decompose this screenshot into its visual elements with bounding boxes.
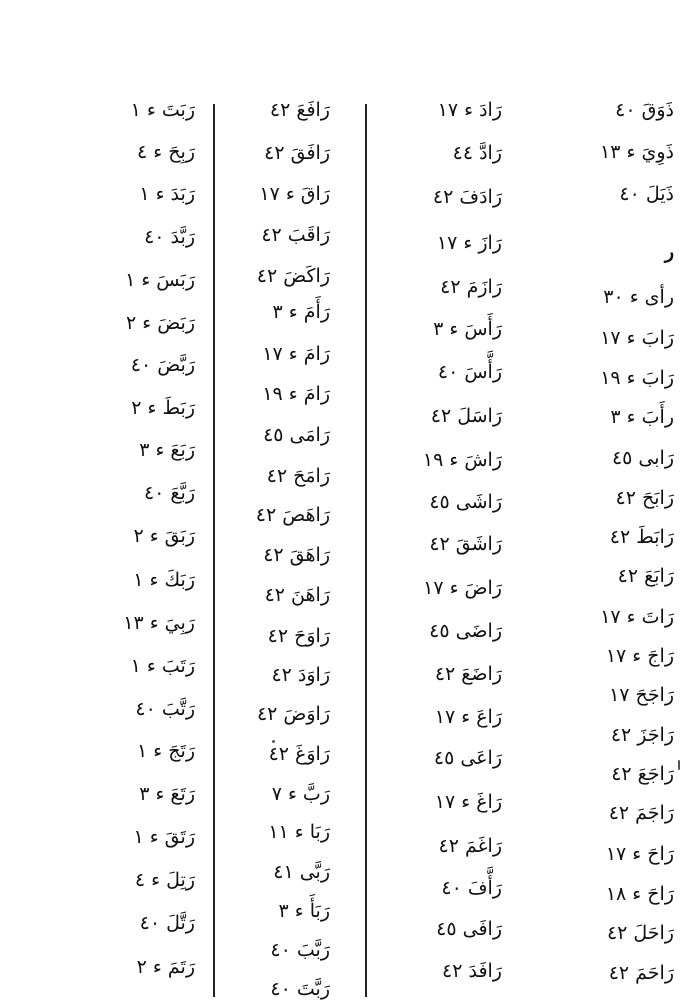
- index-entry: رَامَحَ ٤٢: [266, 465, 330, 487]
- index-entry: رَاحَ ء ١٨: [605, 883, 674, 905]
- index-entry: رَاجَمَ ٤٢: [608, 802, 674, 824]
- index-entry: رَاجَعَ ٤٢: [611, 763, 674, 785]
- index-entry: رَأَّفَ ٤٠: [441, 877, 502, 899]
- index-entry: رَأَّسَ ٤٠: [437, 361, 502, 383]
- index-entry: رَتَقَ ء ١: [133, 826, 195, 848]
- index-entry: رَأَمَ ء ٣: [272, 301, 330, 323]
- index-entry: رَبَّ ء ٧: [271, 783, 330, 805]
- index-entry: رَادَّ ٤٤: [452, 142, 502, 164]
- index-entry: رَبَّبَ ٤٠: [270, 939, 330, 961]
- index-entry: ذَوَقَ ٤٠: [615, 99, 674, 121]
- section-letter-heading: ر: [664, 241, 674, 263]
- column-divider-left: [213, 104, 215, 997]
- index-entry: رَأَسَ ء ٣: [433, 318, 502, 340]
- index-entry: رَبَطَ ء ٢: [131, 397, 195, 419]
- index-entry: رَبَّى ٤١: [273, 861, 330, 883]
- index-entry: رَاجَحَ ١٧: [609, 684, 674, 706]
- index-entry: رَاعَى ٤٥: [433, 747, 502, 769]
- index-entry: رَاحَمَ ٤٢: [608, 962, 674, 984]
- index-entry: رَاضَعَ ٤٢: [434, 663, 502, 685]
- index-entry: رَبَقَ ء ٢: [133, 525, 195, 547]
- index-entry: رَابَطَ ٤٢: [609, 526, 674, 548]
- index-entry: رَبَسَ ء ١: [125, 269, 195, 291]
- scan-speck: [272, 740, 275, 743]
- index-entry: رَادَ ء ١٧: [437, 99, 502, 121]
- index-entry: رَابَعَ ٤٢: [617, 565, 674, 587]
- index-entry: رَبَضَ ء ٢: [126, 312, 195, 334]
- index-entry: رَتَجَ ء ١: [137, 740, 195, 762]
- index-entry: رَبَا ء ١١: [268, 821, 330, 843]
- index-entry: رَبَدَ ء ١: [139, 183, 195, 205]
- index-entry: رَاشَقَ ٤٢: [429, 533, 502, 555]
- index-entry: رَبِيَ ء ١٣: [123, 612, 195, 634]
- index-entry: رَاعَ ء ١٧: [434, 706, 502, 728]
- index-entry: رَاوَدَ ٤٢: [271, 664, 330, 686]
- index-entry: رَاشَى ٤٥: [429, 491, 502, 513]
- index-entry: رَاتَ ء ١٧: [600, 606, 674, 628]
- index-entry: رَافَقَ ٤٢: [264, 142, 330, 164]
- index-entry: رَاضَ ء ١٧: [423, 577, 502, 599]
- index-entry: رَاوَضَ ٤٢: [256, 703, 330, 725]
- index-entry: رَبَعَ ء ٣: [139, 439, 195, 461]
- index-entry: رَاحَ ء ١٧: [605, 843, 674, 865]
- index-entry: رَاوَحَ ٤٢: [267, 625, 330, 647]
- index-entry: ذَوِيَ ء ١٣: [600, 141, 674, 163]
- index-entry: رأَبَ ء ٣: [610, 406, 674, 428]
- index-entry: رَازَمَ ٤٢: [440, 276, 502, 298]
- index-entry: ذَيَلَ ٤٠: [619, 183, 674, 205]
- index-entry: رَاهَقَ ٤٢: [263, 544, 330, 566]
- index-entry: رَازَ ء ١٧: [436, 232, 502, 254]
- index-entry: رَابَ ء ١٧: [600, 327, 674, 349]
- index-entry: رَبَتَ ء ١: [130, 99, 195, 121]
- index-entry: رَاسَلَ ٤٢: [430, 405, 502, 427]
- index-entry: رَابَحَ ٤٢: [615, 487, 674, 509]
- index-entry: رَتَّبَ ٤٠: [135, 698, 195, 720]
- index-entry: رَابى ٤٥: [611, 447, 674, 469]
- index-entry: رَاحَلَ ٤٢: [606, 922, 674, 944]
- index-entry: رَاغَ ء ١٧: [434, 791, 502, 813]
- index-entry: رَافَعَ ٤٢: [269, 99, 330, 121]
- column-divider-right: [365, 104, 367, 997]
- index-entry: رَبَّتَ ٤٠: [270, 978, 330, 1000]
- index-entry: رَافَدَ ٤٢: [442, 960, 502, 982]
- index-entry: رَتَمَ ء ٢: [136, 956, 195, 978]
- index-entry: رَامَ ء ١٩: [262, 383, 330, 405]
- index-entry: رَاوَغَ ٤٢: [268, 743, 330, 765]
- index-entry: رَبَّعَ ٤٠: [143, 482, 195, 504]
- index-entry: رَاقَ ء ١٧: [259, 183, 330, 205]
- index-entry: رَادَفَ ٤٢: [432, 186, 502, 208]
- index-entry: رَبَّضَ ٤٠: [130, 354, 195, 376]
- index-entry: رَاهَصَ ٤٢: [255, 504, 330, 526]
- index-entry: رَاشَ ء ١٩: [422, 449, 502, 471]
- index-entry: رَاقَبَ ٤٢: [261, 224, 330, 246]
- index-entry: رأى ء ٣٠: [603, 286, 674, 308]
- scan-speck: [678, 760, 680, 770]
- index-entry: رَابَ ء ١٩: [600, 367, 674, 389]
- index-entry: رَبَأَ ء ٣: [278, 900, 330, 922]
- index-entry: رَتَبَ ء ١: [130, 655, 195, 677]
- index-entry: رَافَى ٤٥: [436, 918, 502, 940]
- index-entry: رَتَعَ ء ٣: [139, 783, 195, 805]
- index-entry: رَاجَزَ ٤٢: [610, 724, 674, 746]
- index-entry: رَبَّدَ ٤٠: [144, 226, 195, 248]
- index-entry: رَتِلَ ء ٤: [134, 869, 195, 891]
- index-entry: رَبِحَ ء ٤: [137, 141, 195, 163]
- index-entry: رَاغَمَ ٤٢: [438, 835, 502, 857]
- index-entry: رَبَكَ ء ١: [133, 569, 195, 591]
- index-entry: رَاجَ ء ١٧: [605, 645, 674, 667]
- index-entry: رَاهَنَ ٤٢: [264, 584, 330, 606]
- index-entry: رَامَى ٤٥: [263, 424, 330, 446]
- index-entry: رَاضَى ٤٥: [429, 620, 502, 642]
- index-entry: رَتَّلَ ٤٠: [139, 912, 195, 934]
- index-entry: رَاكَضَ ٤٢: [256, 265, 330, 287]
- index-entry: رَامَ ء ١٧: [262, 343, 330, 365]
